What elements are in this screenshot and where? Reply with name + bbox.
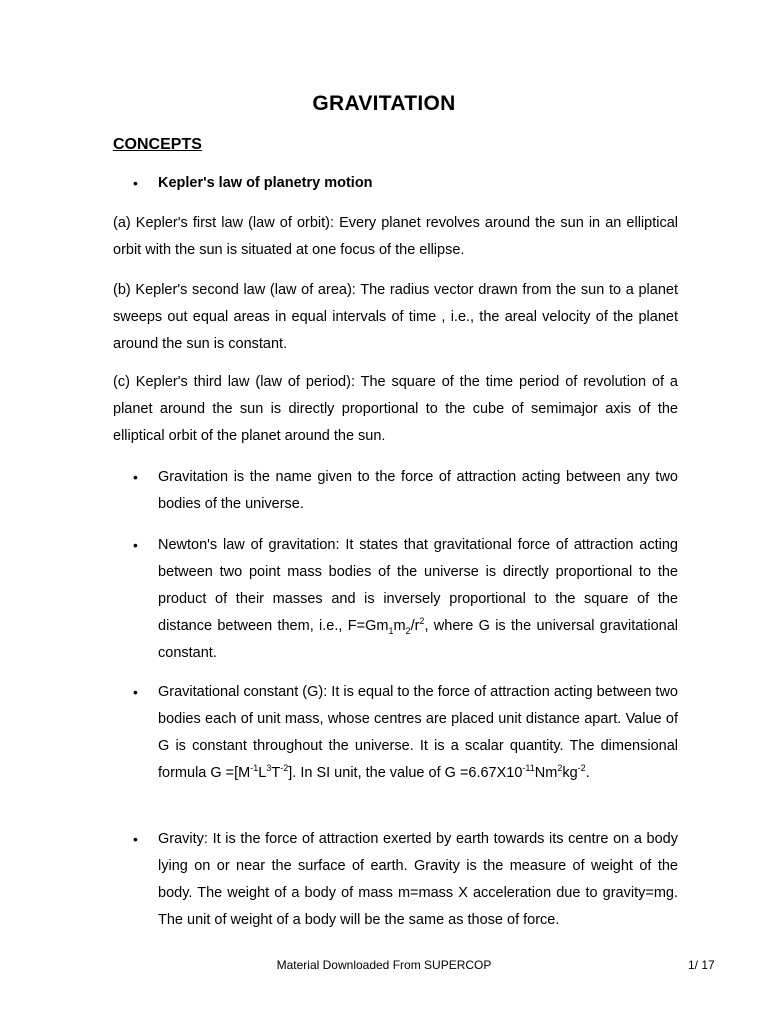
newton-law: Newton's law of gravitation: It states that gravitational force of attraction acting between two point mass bodies of the universe is directly proportional to the product of their masses and is inversely proportional to the square of the distance between them, i.e., $F=Gm_1m_2/r^2$, where G is the universal gravitational constant. <box>158 537 678 661</box>
bullet-marker: • <box>133 469 138 485</box>
section-heading: CONCEPTS <box>113 136 202 153</box>
bullet-marker: • <box>133 684 138 700</box>
page-number: 1/ 17 <box>688 958 715 972</box>
gravitational-constant: Gravitational constant (G): It is equal to the force of attraction acting between two bodies each of unit mass, whose centres are placed unit distance apart. Value of G is constant throughout the universe. It is a scalar quantity. The dimensional formula $G =[M^{-1}L^3T^{-2}]$. In SI unit, the value of $G =6.67X10^{-11}Nm^2kg^{-2}$. <box>158 684 678 781</box>
bullet-marker: • <box>133 537 138 553</box>
page-title: GRAVITATION <box>312 92 456 115</box>
footer-source: Material Downloaded From SUPERCOP <box>276 958 492 972</box>
gravity-definition: Gravity: It is the force of attraction exerted by earth towards its centre on a body lying on or near the surface of earth. Gravity is the measure of weight of the body. The weight of a body of mass m=mass X acceleration due to gravity=mg. The unit of weight of a body will be the same as those of force. <box>158 831 678 928</box>
bullet-marker: • <box>133 831 138 847</box>
kepler-first-law: (a) Kepler's first law (law of orbit): Every planet revolves around the sun in an elliptical orbit with the sun is situated at one focus of the ellipse. <box>113 215 678 258</box>
bullet-marker: • <box>133 175 138 191</box>
kepler-second-law: (b) Kepler's second law (law of area): The radius vector drawn from the sun to a planet sweeps out equal areas in equal intervals of time , i.e., the areal velocity of the planet around the sun is constant. <box>113 282 678 352</box>
kepler-third-law: (c) Kepler's third law (law of period): The square of the time period of revolution of a planet around the sun is directly proportional to the cube of semimajor axis of the elliptical orbit of the planet around the sun. <box>113 374 678 444</box>
kepler-heading: Kepler's law of planetry motion <box>158 175 373 191</box>
gravitation-definition: Gravitation is the name given to the force of attraction acting between any two bodies of the universe. <box>158 469 678 512</box>
